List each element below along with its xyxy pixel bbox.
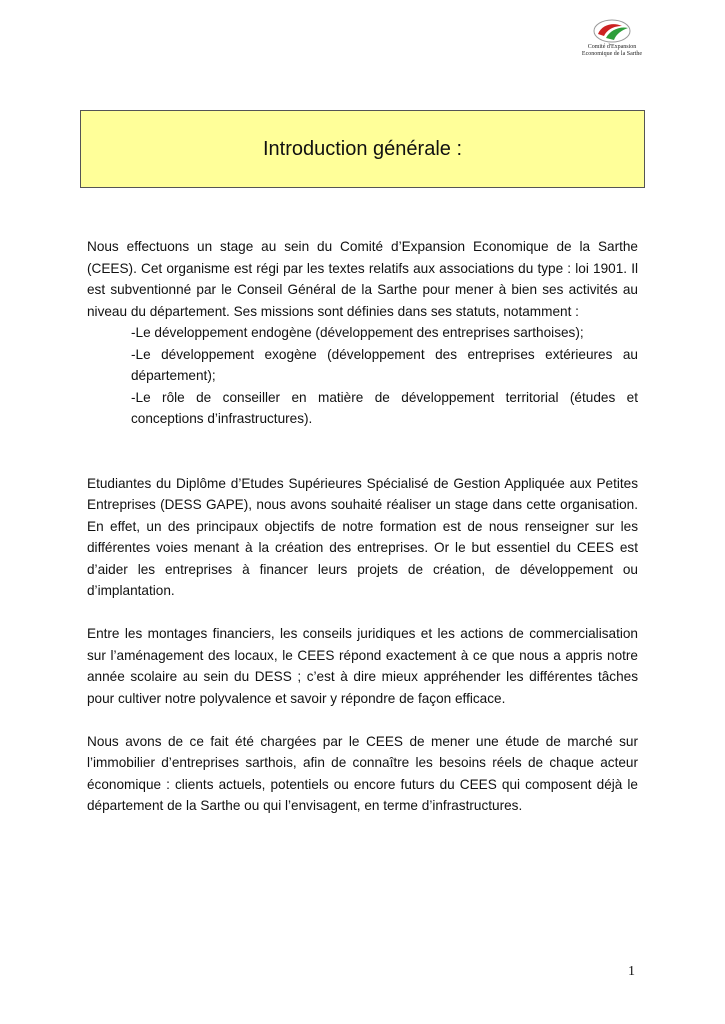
list-item: -Le développement exogène (développement des entreprises extérieures au département); (131, 346, 638, 383)
missions-list (131, 322, 638, 430)
spacer (87, 602, 638, 624)
title-box (80, 110, 645, 188)
paragraph-students: Etudiantes du Diplôme d’Etudes Supérieures Spécialisé de Gestion Appliquée aux Petites Entreprises (DESS GAPE), nous avons souhaité réaliser un stage dans cette organisation. En effet, un des principaux objectifs de notre formation est de nous renseigner sur les différentes voies menant à la création des entreprises. Or le but essentiel du CEES est d’aider les entreprises à financer leurs projets de création, de développement ou d’implantation. (87, 475, 638, 598)
cees-logo-icon (592, 18, 632, 44)
logo-caption (580, 44, 644, 58)
cees-logo (580, 18, 644, 62)
logo-line-2: Economique de la Sarthe (581, 51, 643, 57)
logo-line-1: Comité d'Expansion (587, 44, 637, 50)
list-item: -Le rôle de conseiller en matière de développement territorial (études et conceptions d’infrastructures). (131, 389, 638, 426)
spacer (87, 709, 638, 731)
page-title: Introduction générale : (262, 137, 463, 160)
paragraph-financing: Entre les montages financiers, les conseils juridiques et les actions de commercialisation sur l’aménagement des locaux, le CEES répond exactement à ce que nous a appris notre année scolaire au sein du DESS ; c’est à dire mieux appréhender les différentes tâches pour cultiver notre polyvalence et savoir y répondre de façon efficace. (87, 626, 638, 706)
page-number: 1 (628, 964, 635, 979)
paragraph-mission: Nous avons de ce fait été chargées par le CEES de mener une étude de marché sur l’immobilier d’entreprises sarthois, afin de connaître les besoins réels de chaque acteur économique : clients actuels, potentiels ou encore futurs du CEES qui composent déjà le département de la Sarthe ou qui l’envisagent, en terme d’infrastructures. (87, 733, 638, 813)
document-body (87, 236, 638, 817)
paragraph-intro: Nous effectuons un stage au sein du Comité d’Expansion Economique de la Sarthe (CEES). Cet organisme est régi par les textes relatifs aux associations du type : loi 1901. Il est subventionné par le Conseil Général de la Sarthe pour mener à bien ses activités au niveau du département. Ses missions sont définies dans ses statuts, notamment : (87, 239, 638, 319)
list-item: -Le développement endogène (développement des entreprises sarthoises); (131, 325, 584, 340)
spacer (87, 430, 638, 473)
